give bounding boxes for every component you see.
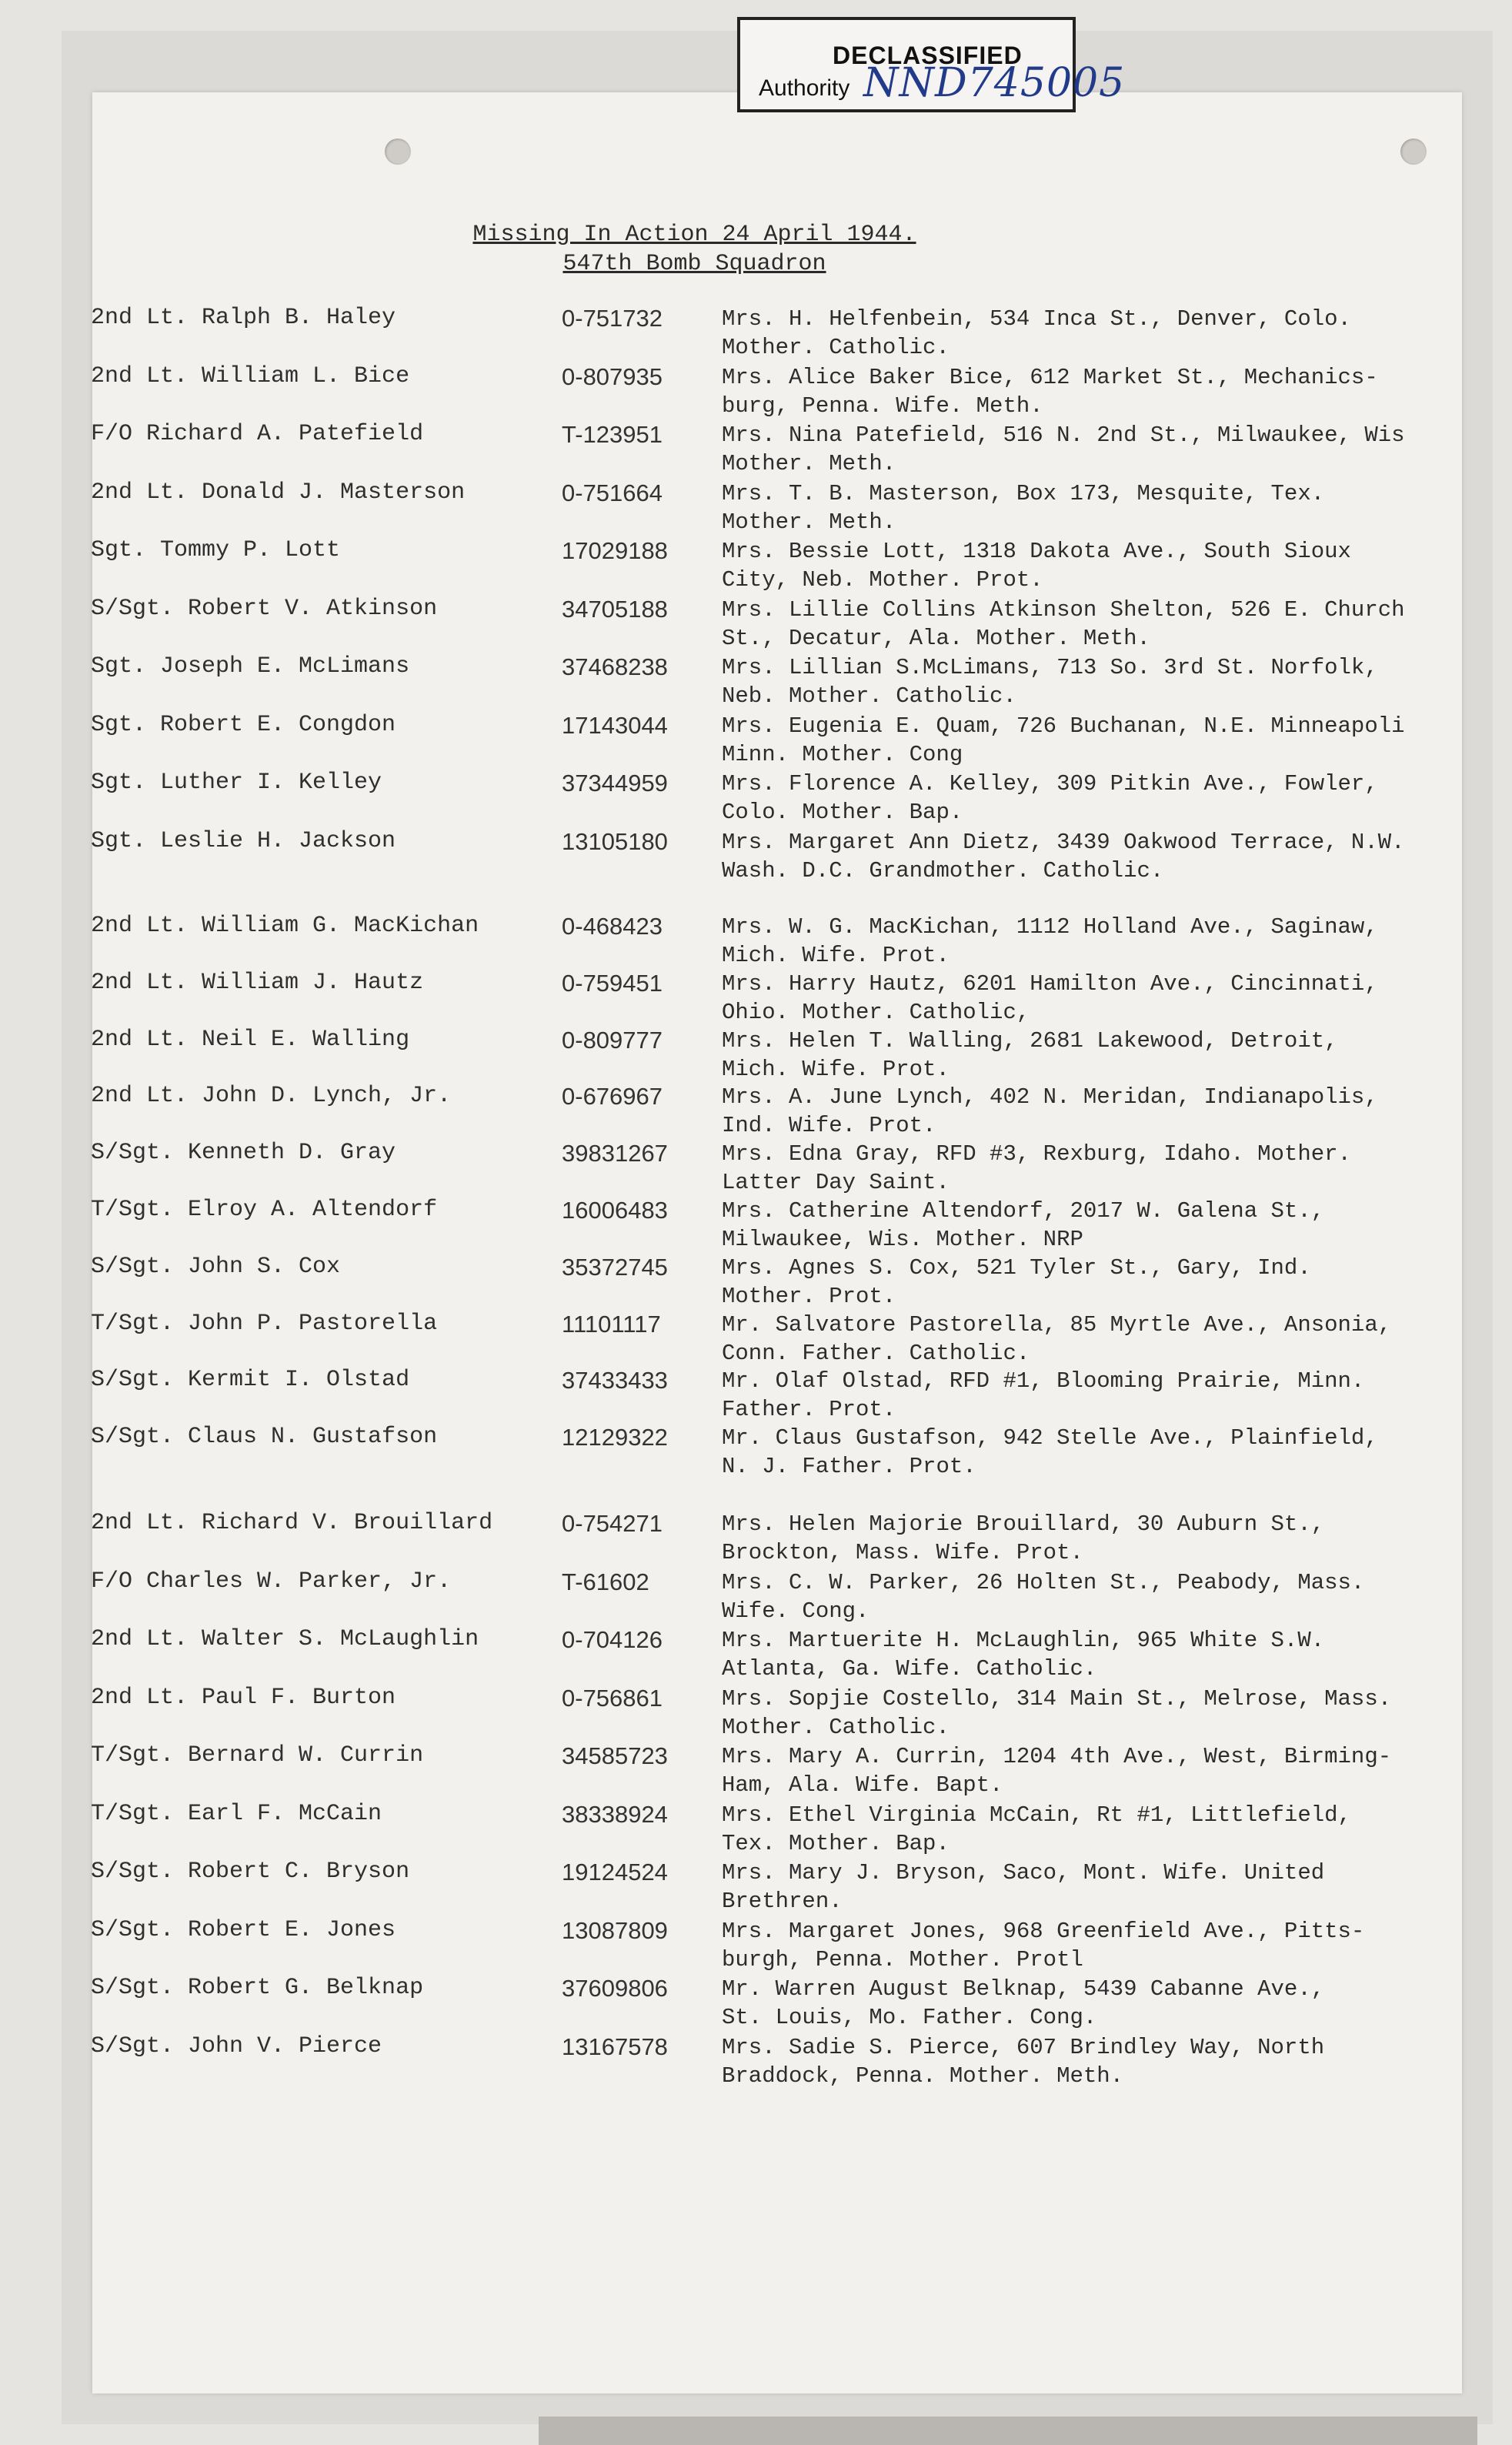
serial-number: 0-809777 (562, 1026, 663, 1054)
punch-hole-left (385, 139, 411, 165)
serial-number: 0-704126 (562, 1626, 663, 1653)
crew-member-name: 2nd Lt. Richard V. Brouillard (91, 1510, 493, 1536)
crew-member-name: T/Sgt. Earl F. McCain (91, 1800, 382, 1827)
serial-number: 16006483 (562, 1197, 668, 1224)
document-title: Missing In Action 24 April 1944. (472, 222, 916, 248)
next-of-kin: Mrs. Sopjie Costello, 314 Main St., Melrose, Mass. Mother. Catholic. (722, 1685, 1392, 1740)
serial-number: 13105180 (562, 827, 668, 855)
serial-number: 39831267 (562, 1140, 668, 1167)
serial-number: 11101117 (562, 1310, 661, 1338)
serial-number: 12129322 (562, 1424, 668, 1451)
serial-number: 0-676967 (562, 1083, 663, 1111)
serial-number: 0-468423 (562, 913, 663, 940)
serial-number: 0-759451 (562, 969, 663, 997)
crew-member-name: 2nd Lt. Neil E. Walling (91, 1026, 410, 1053)
next-of-kin: Mrs. H. Helfenbein, 534 Inca St., Denver, Colo. Mother. Catholic. (722, 306, 1351, 360)
next-of-kin: Mrs. Margaret Ann Dietz, 3439 Oakwood Terrace, N.W. Wash. D.C. Grandmother. Catholic. (722, 829, 1405, 883)
crew-member-name: 2nd Lt. Walter S. McLaughlin (91, 1626, 479, 1652)
crew-member-name: S/Sgt. John V. Pierce (91, 2032, 382, 2059)
crew-member-name: S/Sgt. Kenneth D. Gray (91, 1140, 396, 1167)
next-of-kin: Mrs. Alice Baker Bice, 612 Market St., Mechanics- burg, Penna. Wife. Meth. (722, 364, 1378, 419)
serial-number: 0-751732 (562, 305, 663, 332)
next-of-kin: Mrs. Nina Patefield, 516 N. 2nd St., Milwaukee, Wis Mother. Meth. (722, 423, 1405, 476)
next-of-kin: Mrs. A. June Lynch, 402 N. Meridan, Indianapolis, Ind. Wife. Prot. (722, 1084, 1378, 1139)
serial-number: 0-807935 (562, 362, 663, 390)
serial-number: 37468238 (562, 653, 668, 680)
next-of-kin: Mrs. C. W. Parker, 26 Holten St., Peabody, Mass. Wife. Cong. (722, 1569, 1365, 1624)
next-of-kin: Mrs. Florence A. Kelley, 309 Pitkin Ave., Fowler, Colo. Mother. Bap. (722, 771, 1378, 825)
crew-member-name: F/O Richard A. Patefield (91, 421, 424, 447)
crew-member-name: S/Sgt. John S. Cox (91, 1253, 341, 1280)
next-of-kin: Mr. Claus Gustafson, 942 Stelle Ave., Plainfield, N. J. Father. Prot. (722, 1425, 1378, 1480)
crew-member-name: 2nd Lt. John D. Lynch, Jr. (91, 1083, 452, 1110)
stamp-authority-label: Authority (759, 75, 850, 101)
next-of-kin: Mrs. W. G. MacKichan, 1112 Holland Ave., Saginaw, Mich. Wife. Prot. (722, 914, 1378, 968)
crew-member-name: T/Sgt. Bernard W. Currin (91, 1742, 424, 1769)
serial-number: 34705188 (562, 595, 668, 623)
serial-number: T-123951 (562, 421, 663, 448)
next-of-kin: Mrs. Helen Majorie Brouillard, 30 Auburn St., Brockton, Mass. Wife. Prot. (722, 1511, 1325, 1565)
crew-member-name: S/Sgt. Kermit I. Olstad (91, 1367, 410, 1394)
crew-member-name: T/Sgt. Elroy A. Altendorf (91, 1197, 438, 1223)
crew-member-name: S/Sgt. Robert G. Belknap (91, 1975, 424, 2001)
next-of-kin: Mr. Warren August Belknap, 5439 Cabanne Ave., St. Louis, Mo. Father. Cong. (722, 1976, 1325, 2030)
next-of-kin: Mrs. Sadie S. Pierce, 607 Brindley Way, North Braddock, Penna. Mother. Meth. (722, 2034, 1325, 2089)
crew-member-name: Sgt. Leslie H. Jackson (91, 827, 396, 854)
next-of-kin: Mrs. Martuerite H. McLaughlin, 965 White S.W. Atlanta, Ga. Wife. Catholic. (722, 1628, 1325, 1682)
stamp-authority-value: NND745005 (863, 60, 1126, 106)
next-of-kin: Mrs. Mary A. Currin, 1204 4th Ave., West, Birming- Ham, Ala. Wife. Bapt. (722, 1744, 1392, 1798)
next-of-kin: Mrs. Harry Hautz, 6201 Hamilton Ave., Cincinnati, Ohio. Mother. Catholic, (722, 970, 1378, 1025)
serial-number: 19124524 (562, 1859, 668, 1886)
crew-member-name: F/O Charles W. Parker, Jr. (91, 1568, 452, 1595)
crew-member-name: Sgt. Robert E. Congdon (91, 711, 396, 738)
serial-number: 37609806 (562, 1975, 668, 2002)
crew-member-name: 2nd Lt. Ralph B. Haley (91, 305, 396, 331)
serial-number: 0-756861 (562, 1684, 663, 1712)
serial-number: 13167578 (562, 2032, 668, 2060)
next-of-kin: Mrs. Agnes S. Cox, 521 Tyler St., Gary, Ind. Mother. Prot. (722, 1254, 1311, 1309)
serial-number: 38338924 (562, 1800, 668, 1828)
crew-member-name: 2nd Lt. William J. Hautz (91, 969, 424, 996)
crew-member-name: 2nd Lt. William L. Bice (91, 362, 410, 389)
next-of-kin: Mrs. Catherine Altendorf, 2017 W. Galena St., Milwaukee, Wis. Mother. NRP (722, 1198, 1325, 1252)
crew-member-name: 2nd Lt. Donald J. Masterson (91, 479, 466, 506)
serial-number: T-61602 (562, 1568, 649, 1595)
crew-member-name: T/Sgt. John P. Pastorella (91, 1310, 438, 1337)
crew-member-name: S/Sgt. Claus N. Gustafson (91, 1424, 438, 1451)
bottom-edge (539, 2417, 1477, 2445)
next-of-kin: Mrs. Helen T. Walling, 2681 Lakewood, Detroit, Mich. Wife. Prot. (722, 1027, 1338, 1082)
crew-member-name: S/Sgt. Robert C. Bryson (91, 1859, 410, 1885)
crew-member-name: S/Sgt. Robert E. Jones (91, 1916, 396, 1943)
next-of-kin: Mrs. T. B. Masterson, Box 173, Mesquite, Tex. Mother. Meth. (722, 480, 1325, 535)
crew-member-name: Sgt. Tommy P. Lott (91, 537, 341, 563)
next-of-kin: Mrs. Ethel Virginia McCain, Rt #1, Littlefield, Tex. Mother. Bap. (722, 1802, 1351, 1856)
stamp-title: DECLASSIFIED (833, 42, 1023, 69)
crew-member-name: Sgt. Joseph E. McLimans (91, 653, 410, 680)
next-of-kin: Mrs. Lillie Collins Atkinson Shelton, 526 E. Church St., Decatur, Ala. Mother. Meth. (722, 596, 1405, 651)
crew-member-name: Sgt. Luther I. Kelley (91, 770, 382, 796)
crew-member-name: 2nd Lt. William G. MacKichan (91, 913, 479, 939)
serial-number: 17029188 (562, 537, 668, 564)
next-of-kin: Mr. Salvatore Pastorella, 85 Myrtle Ave., Ansonia, Conn. Father. Catholic. (722, 1311, 1392, 1366)
crew-member-name: S/Sgt. Robert V. Atkinson (91, 595, 438, 622)
serial-number: 13087809 (562, 1916, 668, 1944)
serial-number: 0-754271 (562, 1510, 663, 1537)
squadron-title: 547th Bomb Squadron (562, 251, 826, 277)
serial-number: 35372745 (562, 1253, 668, 1281)
declassified-stamp (737, 17, 1126, 112)
next-of-kin: Mrs. Eugenia E. Quam, 726 Buchanan, N.E. Minneapoli Minn. Mother. Cong (722, 713, 1405, 767)
next-of-kin: Mrs. Bessie Lott, 1318 Dakota Ave., South Sioux City, Neb. Mother. Prot. (722, 539, 1351, 593)
serial-number: 34585723 (562, 1742, 668, 1769)
serial-number: 37344959 (562, 770, 668, 797)
punch-hole-right (1400, 139, 1427, 165)
next-of-kin: Mrs. Mary J. Bryson, Saco, Mont. Wife. United Brethren. (722, 1860, 1325, 1914)
next-of-kin: Mrs. Edna Gray, RFD #3, Rexburg, Idaho. Mother. Latter Day Saint. (722, 1141, 1351, 1196)
serial-number: 17143044 (562, 711, 668, 739)
serial-number: 37433433 (562, 1367, 668, 1395)
serial-number: 0-751664 (562, 479, 663, 506)
next-of-kin: Mrs. Lillian S.McLimans, 713 So. 3rd St. Norfolk, Neb. Mother. Catholic. (722, 655, 1378, 709)
crew-member-name: 2nd Lt. Paul F. Burton (91, 1684, 396, 1711)
next-of-kin: Mrs. Margaret Jones, 968 Greenfield Ave., Pitts- burgh, Penna. Mother. Protl (722, 1918, 1365, 1972)
next-of-kin: Mr. Olaf Olstad, RFD #1, Blooming Prairie, Minn. Father. Prot. (722, 1368, 1365, 1423)
